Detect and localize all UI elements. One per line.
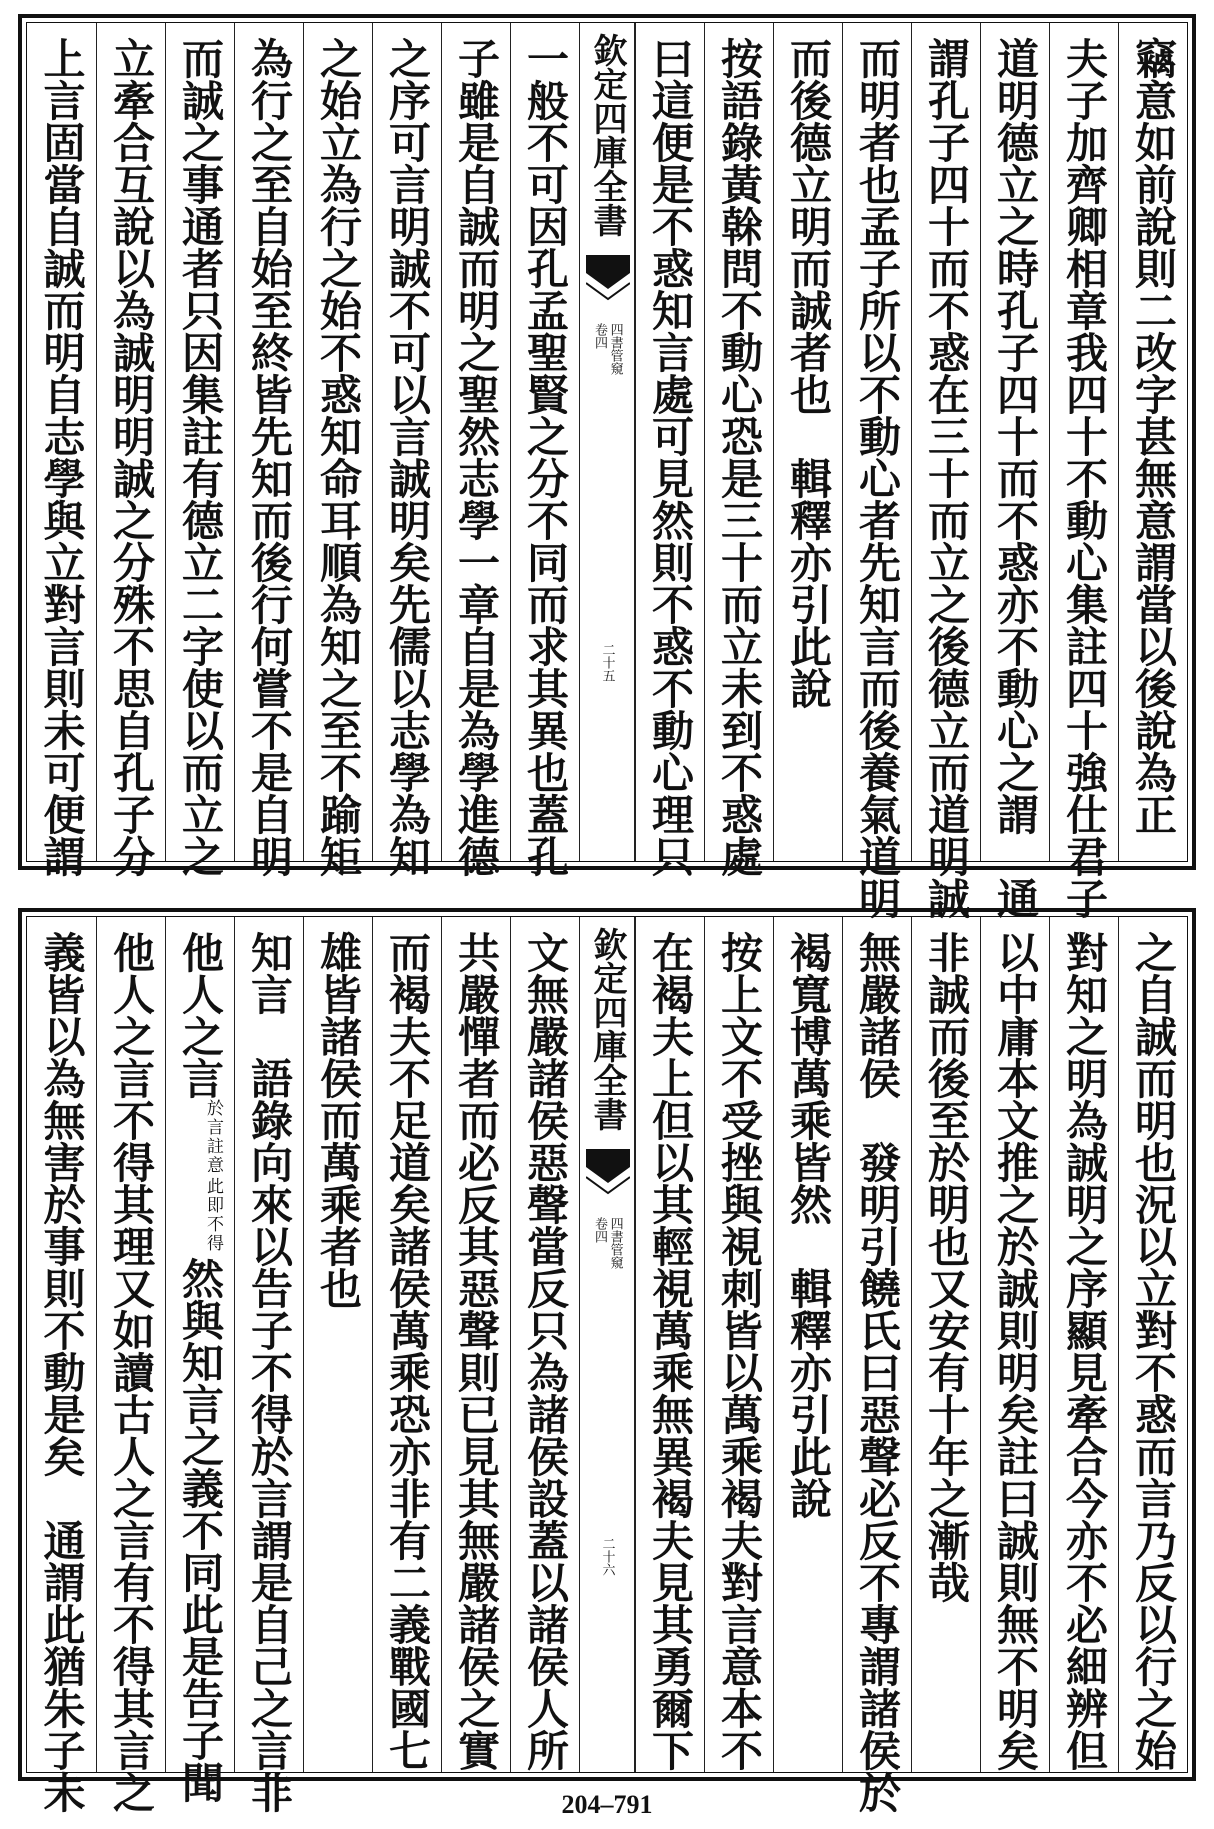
fish-tail-mark-icon xyxy=(586,1149,630,1195)
text-column: 之始立為行之始不惑知命耳順為知之至不踰矩 xyxy=(303,23,372,861)
text-column: 文無嚴諸侯惡聲當反只為諸侯設蓋以諸侯人所 xyxy=(510,917,579,1772)
text-column: 之序可言明誠不可以言誠明矣先儒以志學為知 xyxy=(372,23,441,861)
interlinear-note: 此即不得 於言註意 xyxy=(203,1099,223,1253)
page-number: 二十五 xyxy=(599,643,615,682)
text-column: 子雖是自誠而明之聖然志學一章自是為學進德 xyxy=(441,23,510,861)
text-column: 非誠而後至於明也又安有十年之漸哉 xyxy=(911,917,980,1772)
text-column: 共嚴憚者而必反其惡聲則已見其無嚴諸侯之實 xyxy=(441,917,510,1772)
text-column: 對知之明為誠明之序顯見牽合今亦不必細辨但 xyxy=(1049,917,1118,1772)
text-column: 義皆以為無害於事則不動是矣 通謂此猶朱子未 xyxy=(37,931,87,1813)
text-column: 竊意如前說則二改字甚無意謂當以後說為正 xyxy=(1118,23,1187,861)
text-column: 在褐夫上但以其輕視萬乘無異褐夫見其勇爾下 xyxy=(635,917,704,1772)
fish-tail-mark-icon xyxy=(586,255,630,301)
text-column: 上言固當自誠而明自志學與立對言則未可便謂 xyxy=(37,37,87,877)
book-title: 欽定四庫全書 xyxy=(587,33,627,237)
center-fold-column xyxy=(579,917,635,1772)
text-column: 他人之言不得其理又如讀古人之言有不得其言之 xyxy=(96,917,165,1772)
text-column: 按上文不受挫與視刺皆以萬乘褐夫對言意本不 xyxy=(704,917,773,1772)
text-column: 謂孔子四十而不惑在三十而立之後德立而道明誠 xyxy=(911,23,980,861)
book-name: 四書管窺 xyxy=(607,1217,623,1269)
text-column-with-note: 他人之言 此即不得 於言註意 然與知言之義不同此是告子聞 xyxy=(165,917,234,1772)
text-column: 而褐夫不足道矣諸侯萬乘恐亦非有二義戰國七 xyxy=(372,917,441,1772)
text-column: 之自誠而明也況以立對不惑而言乃反以行之始 xyxy=(1118,917,1187,1772)
text-column: 夫子加齊卿相章我四十不動心集註四十強仕君子 xyxy=(1049,23,1118,861)
text-column: 無嚴諸侯 發明引饒氏曰惡聲必反不專謂諸侯於 xyxy=(842,917,911,1772)
book-title: 欽定四庫全書 xyxy=(587,927,627,1131)
book-name: 四書管窺 xyxy=(607,323,623,375)
text-column: 曰這便是不惑知言處可見然則不惑不動心理只 xyxy=(635,23,704,861)
text-column: 雄皆諸侯而萬乘者也 xyxy=(303,917,372,1772)
text-column: 道明德立之時孔子四十而不惑亦不動心之謂 通 xyxy=(980,23,1049,861)
text-column: 一般不可因孔孟聖賢之分不同而求其異也蓋孔 xyxy=(510,23,579,861)
text-column: 立牽合互說以為誠明明誠之分殊不思自孔子分 xyxy=(96,23,165,861)
text-column: 按語錄黃榦問不動心恐是三十而立未到不惑處 xyxy=(704,23,773,861)
center-subtitle xyxy=(592,1217,621,1269)
text-column: 知言 語錄向來以告子不得於言謂是自己之言非 xyxy=(234,917,303,1772)
top-page-inner-border xyxy=(26,22,1188,919)
text-column: 為行之至自始至終皆先知而後行何嘗不是自明 xyxy=(234,23,303,861)
text-column: 以中庸本文推之於誠則明矣註曰誠則無不明矣 xyxy=(980,917,1049,1772)
text-column: 而誠之事通者只因集註有德立二字使以而立之 xyxy=(165,23,234,861)
center-subtitle xyxy=(592,323,621,375)
volume-label: 卷四 xyxy=(592,323,607,349)
text-column: 而後德立明而誠者也 輯釋亦引此說 xyxy=(773,23,842,861)
text-column: 褐寬博萬乘皆然 輯釋亦引此說 xyxy=(773,917,842,1772)
text-column: 而明者也孟子所以不動心者先知言而後養氣道明 xyxy=(842,23,911,861)
top-page-frame xyxy=(18,14,1196,919)
page-number: 二十六 xyxy=(599,1537,615,1576)
center-fold-column xyxy=(579,23,635,861)
footer-page-code: 204–791 xyxy=(561,1790,653,1819)
volume-label: 卷四 xyxy=(592,1217,607,1243)
